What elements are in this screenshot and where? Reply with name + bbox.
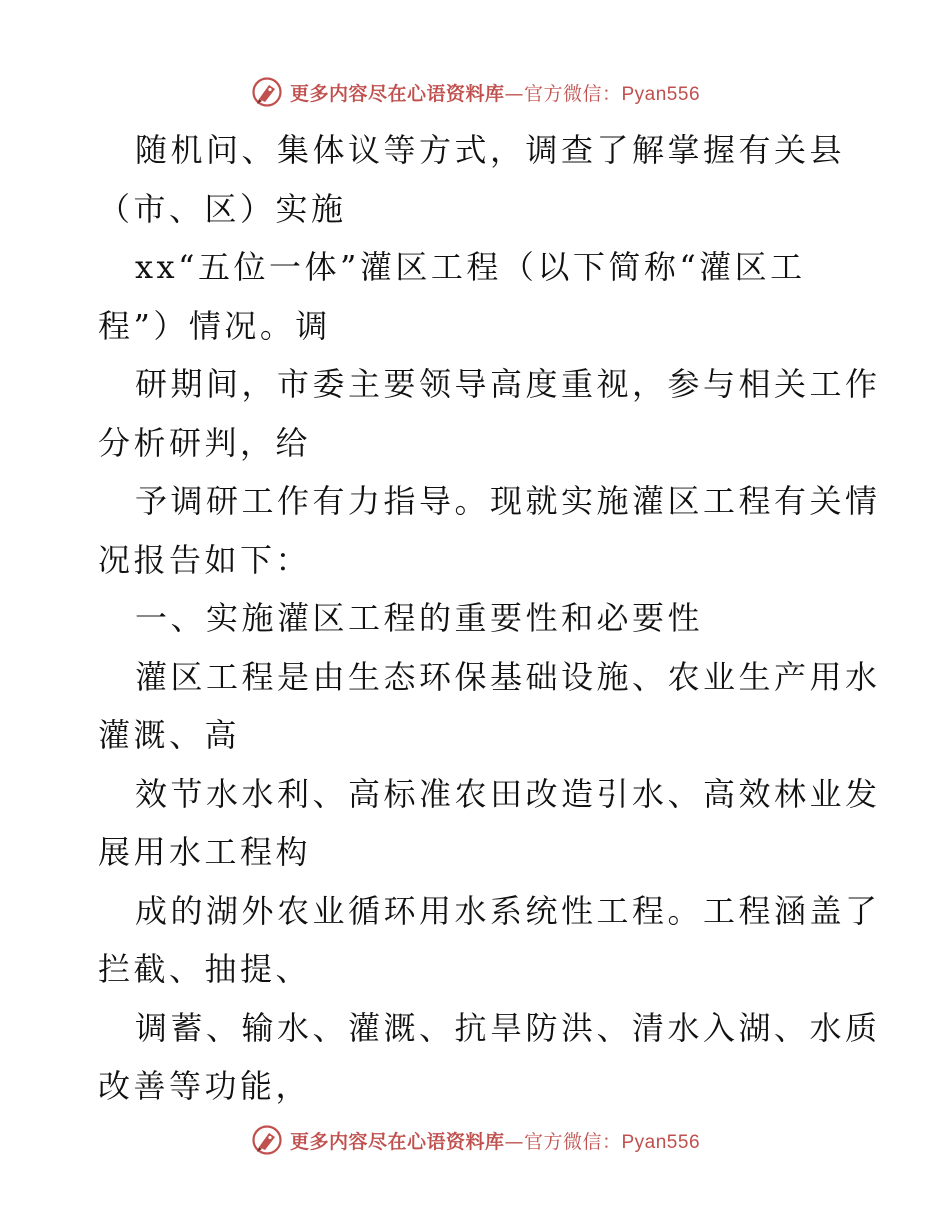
- text-line: 效节水水利、高标准农田改造引水、高效林业发: [135, 774, 881, 813]
- banner-text: [290, 79, 700, 106]
- banner-site-name: 更多内容尽在心语资料库: [289, 1130, 505, 1153]
- fountain-pen-nib-icon: [250, 1123, 284, 1157]
- banner-separator: —: [504, 82, 524, 105]
- text-line: 随机问、集体议等方式，调查了解掌握有关县: [135, 131, 846, 169]
- banner-wechat-label: 官方微信：: [523, 1130, 622, 1153]
- document-body: [98, 121, 881, 1116]
- text-line: 程”）情况。调: [98, 306, 331, 345]
- text-line: xx“五位一体”灌区工程（以下简称“灌区工: [135, 248, 806, 286]
- fountain-pen-nib-icon: [250, 75, 284, 109]
- banner-wechat-id: Pyan556: [621, 83, 701, 105]
- text-line: 展用水工程构: [98, 833, 312, 871]
- text-line: 分析研判，给: [98, 423, 312, 462]
- text-line: 调蓄、输水、灌溉、抗旱防洪、清水入湖、水质: [135, 1008, 881, 1047]
- text-line: 改善等功能，: [98, 1067, 312, 1105]
- banner-wechat-label: 官方微信：: [523, 82, 622, 105]
- text-line: 况报告如下：: [98, 540, 312, 579]
- text-line: 一、实施灌区工程的重要性和必要性: [135, 599, 704, 637]
- footer-banner: [0, 1120, 950, 1160]
- text-line: 研期间，市委主要领导高度重视，参与相关工作: [135, 365, 881, 403]
- banner-wechat-id: Pyan556: [621, 1131, 701, 1153]
- text-line: 成的湖外农业循环用水系统性工程。工程涵盖了: [135, 891, 881, 930]
- header-banner: [0, 72, 950, 112]
- text-line: 灌区工程是由生态环保基础设施、农业生产用水: [135, 657, 881, 696]
- text-line: 拦截、抽提、: [98, 950, 312, 988]
- banner-text: [290, 1127, 700, 1154]
- text-line: 灌溉、高: [98, 716, 241, 754]
- text-line: （市、区）实施: [98, 189, 347, 228]
- banner-site-name: 更多内容尽在心语资料库: [289, 82, 505, 105]
- text-line: 予调研工作有力指导。现就实施灌区工程有关情: [135, 482, 881, 520]
- banner-separator: —: [504, 1130, 524, 1153]
